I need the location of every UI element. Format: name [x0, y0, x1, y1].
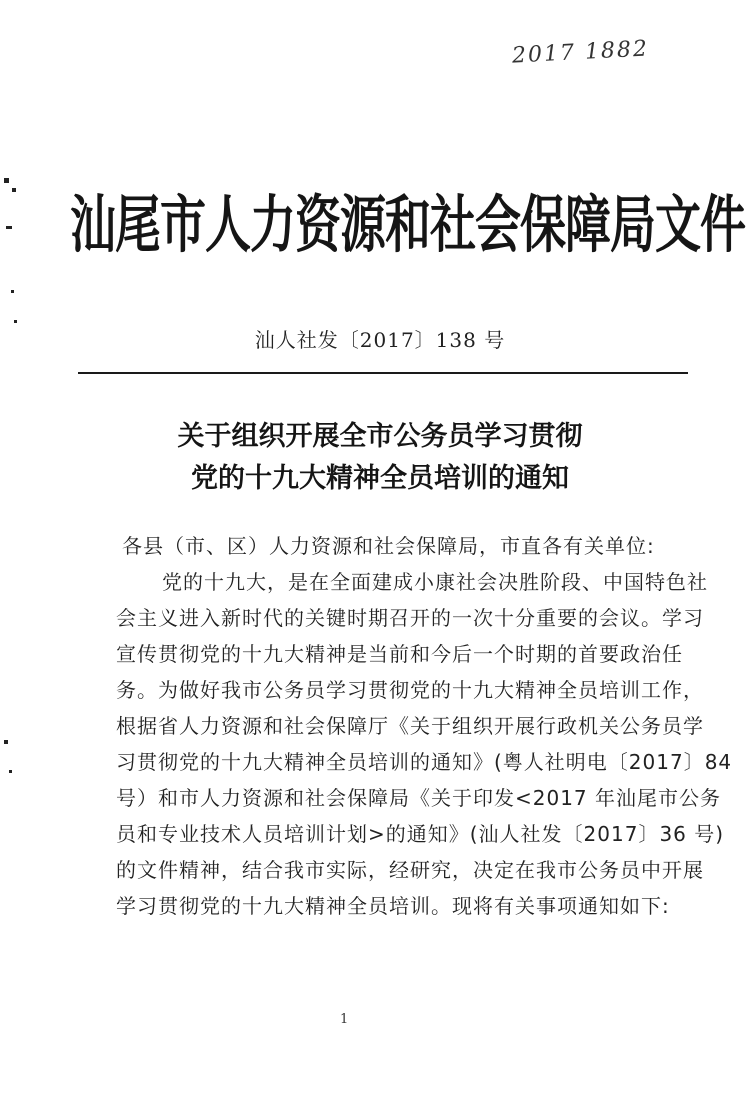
notice-title-line-2: 党的十九大精神全员培训的通知	[191, 463, 569, 494]
body-line: 根据省人力资源和社会保障厅《关于组织开展行政机关公务员学	[116, 714, 704, 738]
document-number: 汕人社发〔2017〕138 号	[254, 328, 506, 352]
handwritten-note: 2017 1882	[511, 36, 650, 69]
body-line: 学习贯彻党的十九大精神全员培训。现将有关事项通知如下:	[116, 894, 670, 918]
body-line: 务。为做好我市公务员学习贯彻党的十九大精神全员培训工作，	[116, 678, 704, 702]
body-line: 员和专业技术人员培训计划>的通知》(汕人社发〔2017〕36 号)	[116, 822, 725, 846]
page-number: 1	[340, 1012, 349, 1027]
header-divider	[78, 372, 688, 374]
body-line: 党的十九大，是在全面建成小康社会决胜阶段、中国特色社	[162, 570, 708, 594]
body-line: 会主义进入新时代的关键时期召开的一次十分重要的会议。学习	[116, 606, 704, 630]
body-line: 宣传贯彻党的十九大精神是当前和今后一个时期的首要政治任	[116, 642, 683, 666]
body-line: 的文件精神，结合我市实际，经研究，决定在我市公务员中开展	[116, 858, 704, 882]
organization-title: 汕尾市人力资源和社会保障局文件	[70, 188, 745, 262]
body-line: 习贯彻党的十九大精神全员培训的通知》(粤人社明电〔2017〕84	[116, 750, 733, 774]
salutation-line: 各县（市、区）人力资源和社会保障局，市直各有关单位:	[122, 534, 655, 558]
notice-title-line-1: 关于组织开展全市公务员学习贯彻	[177, 421, 583, 452]
body-line: 号）和市人力资源和社会保障局《关于印发<2017 年汕尾市公务	[116, 786, 722, 810]
